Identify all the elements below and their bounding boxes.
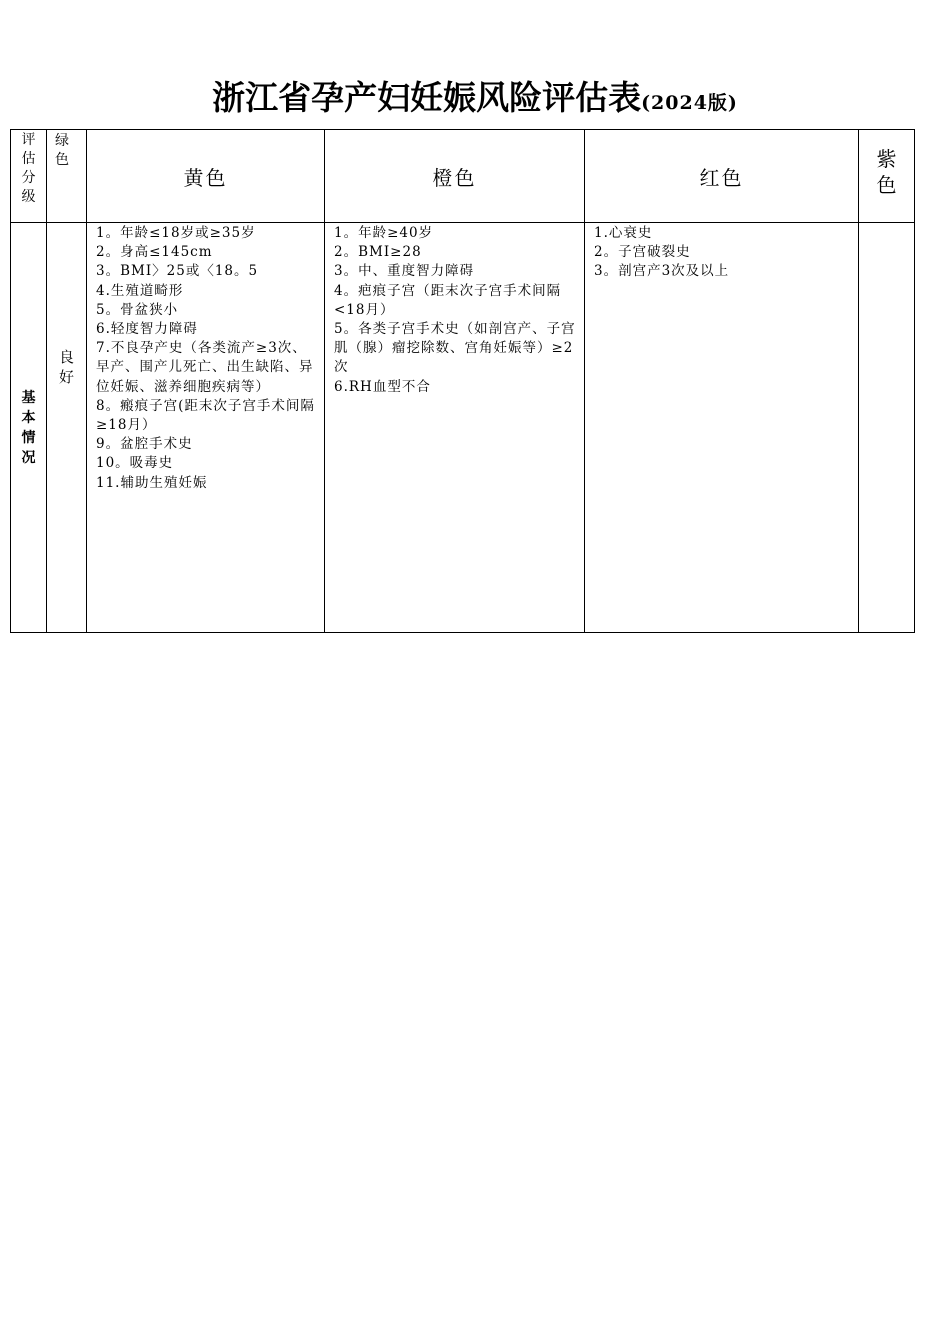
list-item: 5。骨盆狭小	[96, 301, 179, 318]
list-item: 6.轻度智力障碍	[96, 321, 198, 338]
row-label-char: 基	[21, 389, 36, 406]
row-label-char: 情	[21, 429, 36, 446]
list-item: 2。BMI≥28	[334, 244, 422, 261]
header-row	[11, 130, 915, 223]
row-label-basic-info	[11, 223, 47, 633]
list-item: 7.不良孕产史（各类流产≥3次、早产、围产儿死亡、出生缺陷、异位妊娠、滋养细胞疾病等）	[96, 340, 314, 395]
header-green-char: 绿	[55, 133, 69, 149]
list-item: 1。年龄≤18岁或≥35岁	[96, 225, 256, 241]
cell-red	[585, 223, 859, 633]
list-item: 1.心衰史	[594, 225, 653, 241]
header-orange: 橙色	[325, 130, 585, 223]
risk-assessment-table	[10, 129, 915, 633]
header-green-char: 色	[55, 152, 69, 168]
list-item: 1。年龄≥40岁	[334, 225, 434, 241]
cell-yellow	[87, 223, 325, 633]
list-item: 3。中、重度智力障碍	[334, 263, 475, 280]
list-item: 4。疤痕子宫（距末次子宫手术间隔<18月）	[334, 282, 562, 318]
table-row	[11, 223, 915, 633]
header-purple-char: 紫	[876, 147, 897, 171]
title-main: 浙江省孕产妇妊娠风险评估表	[212, 78, 642, 117]
cell-green-char: 好	[58, 368, 74, 386]
header-red: 红色	[585, 130, 859, 223]
title-edition: (2024版)	[641, 92, 738, 114]
header-purple-char: 色	[876, 173, 897, 197]
cell-purple	[859, 223, 915, 633]
header-grade-char: 评	[21, 132, 36, 148]
list-item: 8。瘢痕子宫(距末次子宫手术间隔≥18月）	[96, 397, 315, 434]
list-item: 6.RH血型不合	[334, 378, 431, 395]
list-item: 3。BMI〉25或〈18。5	[96, 263, 259, 280]
header-grade-char: 估	[21, 151, 36, 167]
header-grade	[11, 130, 47, 223]
header-green	[47, 130, 87, 223]
list-item: 10。吸毒史	[96, 455, 174, 472]
list-item: 9。盆腔手术史	[96, 436, 193, 453]
list-item: 5。各类子宫手术史（如剖宫产、子宫肌（腺）瘤挖除数、宫角妊娠等）≥2次	[334, 321, 576, 376]
list-item: 2。子宫破裂史	[594, 244, 691, 261]
row-label-char: 本	[21, 409, 36, 426]
header-grade-char: 级	[21, 189, 36, 205]
row-label-char: 况	[21, 449, 36, 466]
list-item: 3。剖宫产3次及以上	[594, 263, 730, 280]
cell-green-char: 良	[58, 348, 74, 366]
list-item: 4.生殖道畸形	[96, 282, 184, 299]
header-grade-char: 分	[21, 170, 36, 186]
cell-orange	[325, 223, 585, 633]
header-purple	[859, 130, 915, 223]
cell-green	[47, 223, 87, 633]
list-item: 11.辅助生殖妊娠	[96, 474, 208, 491]
header-yellow: 黄色	[87, 130, 325, 223]
list-item: 2。身高≤145cm	[96, 244, 213, 261]
page-title	[0, 72, 950, 119]
